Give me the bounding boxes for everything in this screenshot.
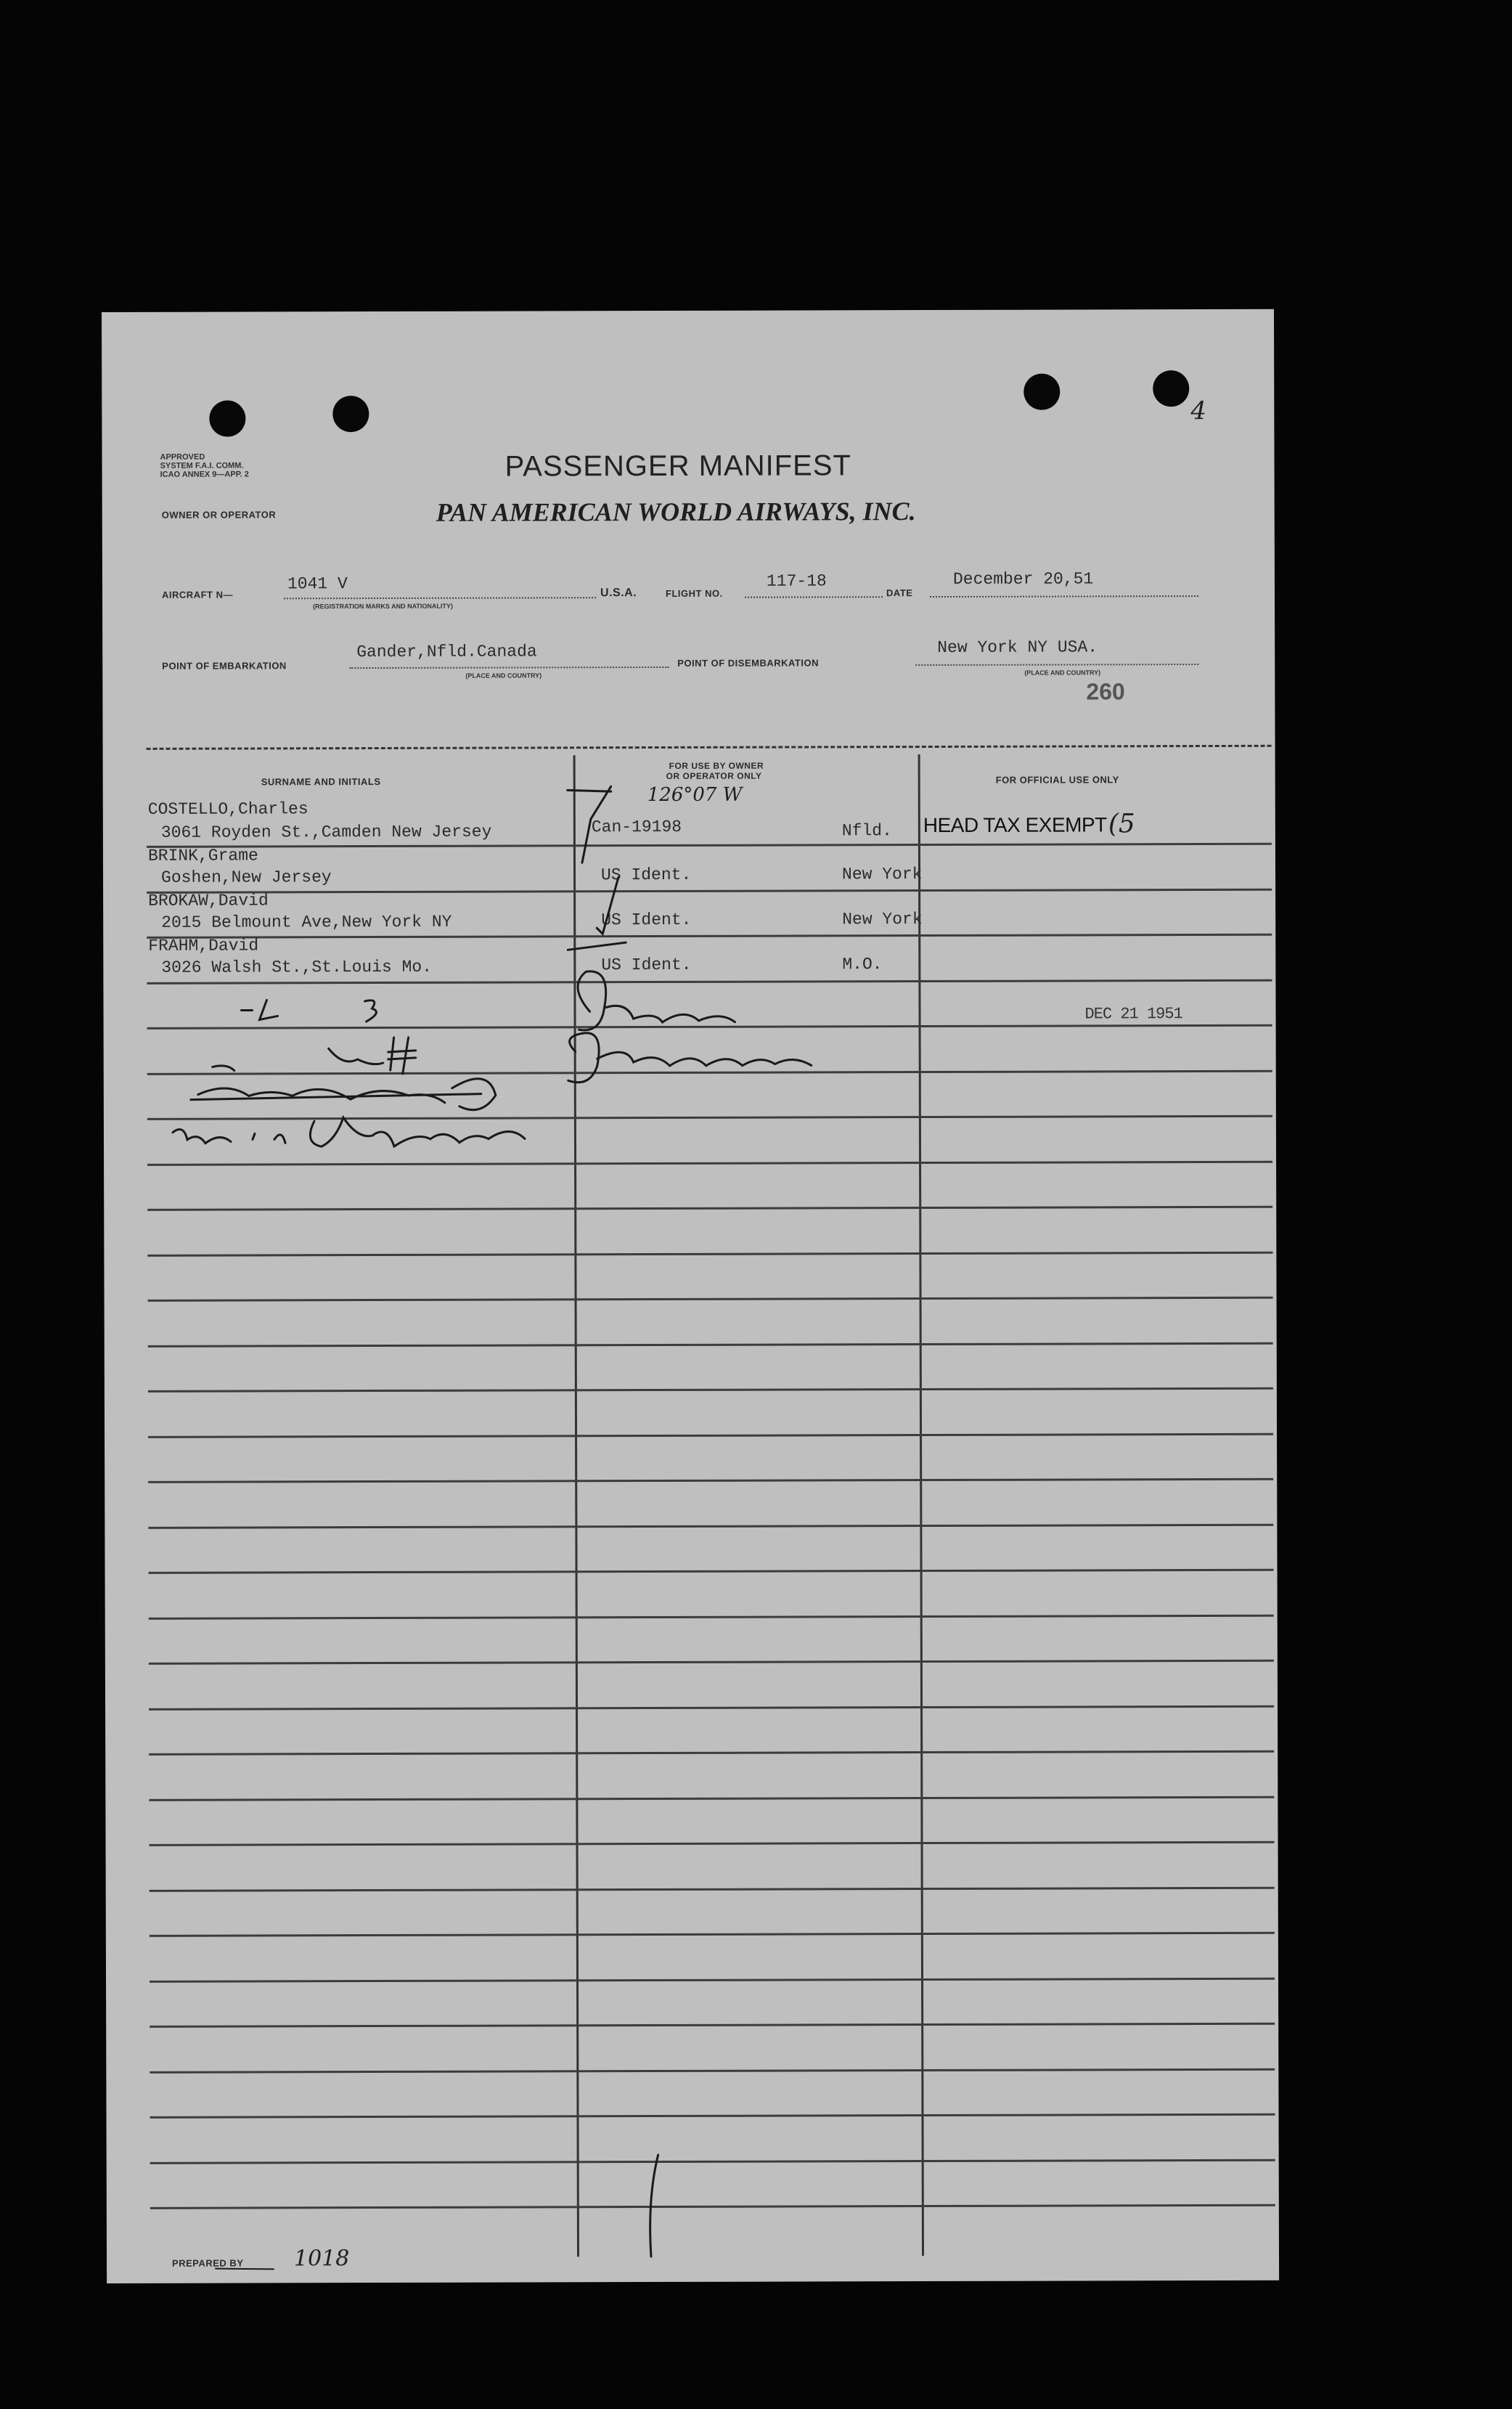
coordinate-note: 126°07 W [647, 783, 743, 807]
approval-line: SYSTEM F.A.I. COMM. [160, 461, 244, 470]
embarkation-label: POINT OF EMBARKATION [162, 660, 287, 672]
embarkation-value: Gander,Nfld.Canada [356, 642, 537, 662]
prepared-by-label: PREPARED BY [172, 2257, 244, 2269]
head-tax-stamp: HEAD TAX EXEMPT [923, 813, 1107, 837]
passenger-address: Goshen,New Jersey [161, 868, 332, 887]
manifest-sheet [102, 309, 1279, 2283]
passenger-origin: New York [841, 865, 923, 884]
disembarkation-caption: (PLACE AND COUNTRY) [1024, 669, 1101, 677]
operator-name: PAN AMERICAN WORLD AIRWAYS, INC. [436, 497, 916, 527]
passenger-document: US Ident. [600, 865, 692, 885]
corner-mark: 4 [1190, 396, 1207, 426]
passenger-document: US Ident. [601, 955, 692, 975]
head-tax-mark: (5 [1108, 809, 1135, 839]
flight-value: 117-18 [766, 571, 827, 591]
disembarkation-label: POINT OF DISEMBARKATION [677, 657, 819, 669]
passenger-name: BRINK,Grame [147, 846, 258, 865]
flight-label: FLIGHT NO. [665, 587, 723, 599]
column-header-operator-2: OR OPERATOR ONLY [666, 770, 762, 781]
stamp-number: 260 [1086, 678, 1125, 705]
usa-label: U.S.A. [600, 587, 637, 600]
approval-line: ICAO ANNEX 9—APP. 2 [160, 470, 249, 479]
aircraft-value: 1041 V [287, 574, 348, 594]
handwritten-signatures [102, 309, 1279, 2283]
passenger-name: COSTELLO,Charles [147, 799, 308, 819]
passenger-address: 3026 Walsh St.,St.Louis Mo. [161, 957, 433, 977]
passenger-origin: Nfld. [841, 821, 892, 841]
passenger-name: FRAHM,David [148, 936, 259, 955]
page-title: PASSENGER MANIFEST [504, 449, 851, 483]
column-header-operator-1: FOR USE BY OWNER [669, 760, 764, 771]
disembarkation-value: New York NY USA. [937, 637, 1098, 657]
passenger-document: Can-19198 [591, 817, 682, 837]
aircraft-caption: (REGISTRATION MARKS AND NATIONALITY) [313, 602, 453, 611]
passenger-origin: M.O. [842, 955, 883, 974]
column-header-surname: SURNAME AND INITIALS [261, 775, 381, 788]
column-header-official: FOR OFFICIAL USE ONLY [995, 774, 1119, 786]
owner-label: OWNER OR OPERATOR [161, 509, 277, 521]
date-label: DATE [886, 587, 913, 599]
prepared-by-value: 1018 [293, 2246, 350, 2272]
embarkation-caption: (PLACE AND COUNTRY) [465, 672, 542, 680]
passenger-origin: New York [842, 910, 923, 929]
passenger-address: 2015 Belmount Ave,New York NY [161, 912, 452, 932]
approval-line: APPROVED [160, 452, 205, 462]
passenger-name: BROKAW,David [148, 891, 269, 910]
passenger-address: 3061 Royden St.,Camden New Jersey [160, 822, 492, 842]
date-value: December 20,51 [952, 569, 1094, 589]
passenger-document: US Ident. [601, 910, 692, 930]
date-stamp: DEC 21 1951 [1084, 1005, 1182, 1024]
aircraft-label: AIRCRAFT N— [161, 589, 233, 600]
